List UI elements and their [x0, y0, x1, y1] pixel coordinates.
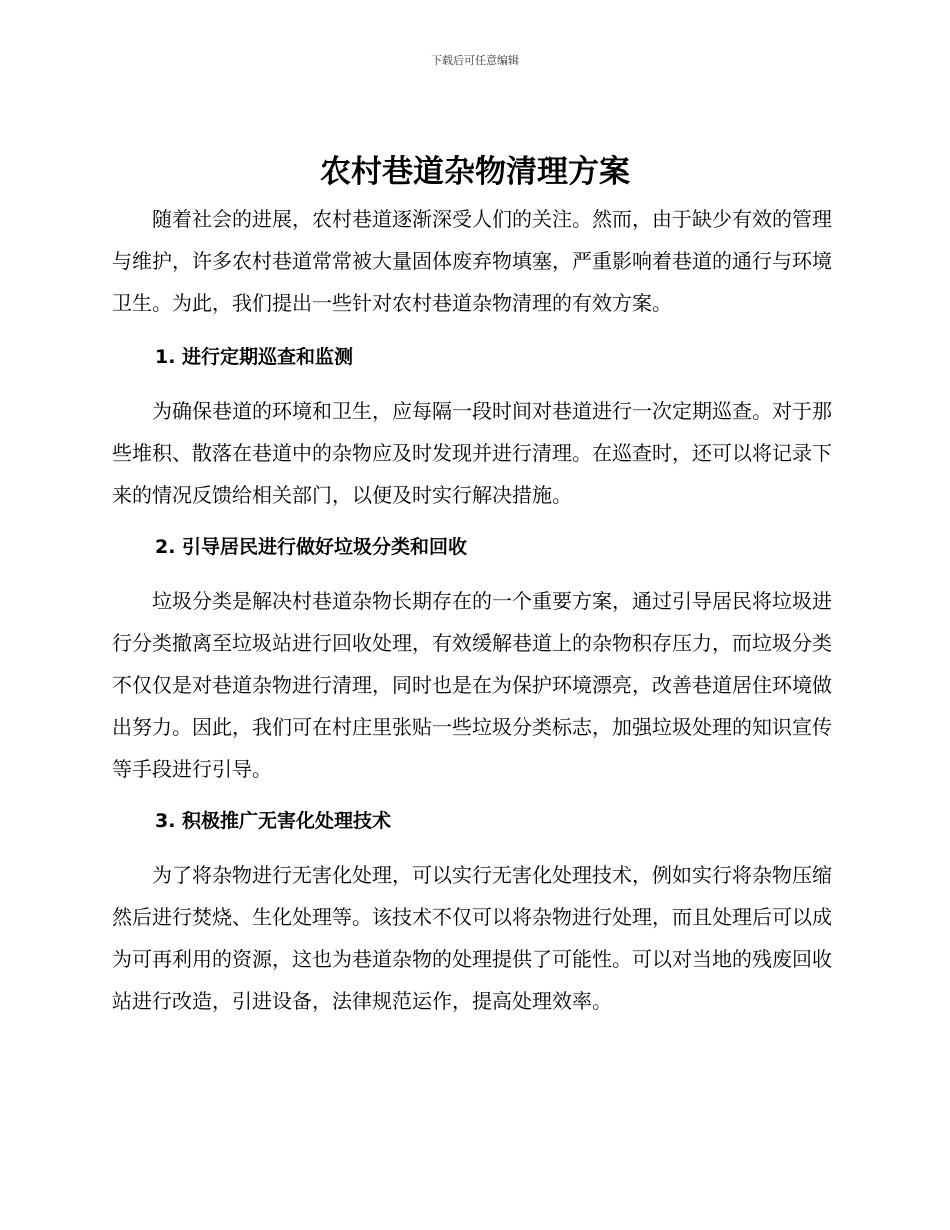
section-heading-2: 2. 引导居民进行做好垃圾分类和回收 [155, 536, 468, 558]
intro-paragraph: 随着社会的进展，农村巷道逐渐深受人们的关注。然而，由于缺少有效的管理与维护，许多农村巷道常常被大量固体废弃物填塞，严重影响着巷道的通行与环境卫生。为此，我们提出一些针对农村巷道杂物清理的有效方案。 [112, 207, 832, 315]
section-paragraph-3: 为了将杂物进行无害化处理，可以实行无害化处理技术，例如实行将杂物压缩然后进行焚烧、生化处理等。该技术不仅可以将杂物进行处理，而且处理后可以成为可再利用的资源，这也为巷道杂物的处理提供了可能性。可以对当地的残废回收站进行改造，引进设备，法律规范运作，提高处理效率。 [112, 863, 832, 1013]
section-paragraph-1: 为确保巷道的环境和卫生，应每隔一段时间对巷道进行一次定期巡查。对于那些堆积、散落在巷道中的杂物应及时发现并进行清理。在巡查时，还可以将记录下来的情况反馈给相关部门，以便及时实行解决措施。 [112, 399, 832, 507]
document-body [112, 198, 832, 1022]
section-heading-3: 3. 积极推广无害化处理技术 [155, 810, 392, 832]
section-paragraph-2: 垃圾分类是解决村巷道杂物长期存在的一个重要方案，通过引导居民将垃圾进行分类撤离至垃圾站进行回收处理，有效缓解巷道上的杂物积存压力，而垃圾分类不仅仅是对巷道杂物进行清理，同时也是在为保护环境漂亮，改善巷道居住环境做出努力。因此，我们可在村庄里张贴一些垃圾分类标志，加强垃圾处理的知识宣传等手段进行引导。 [112, 589, 832, 781]
header-note: 下载后可任意编辑 [431, 54, 519, 67]
section-heading-1: 1. 进行定期巡查和监测 [155, 346, 354, 368]
document-title: 农村巷道杂物清理方案 [320, 154, 630, 190]
